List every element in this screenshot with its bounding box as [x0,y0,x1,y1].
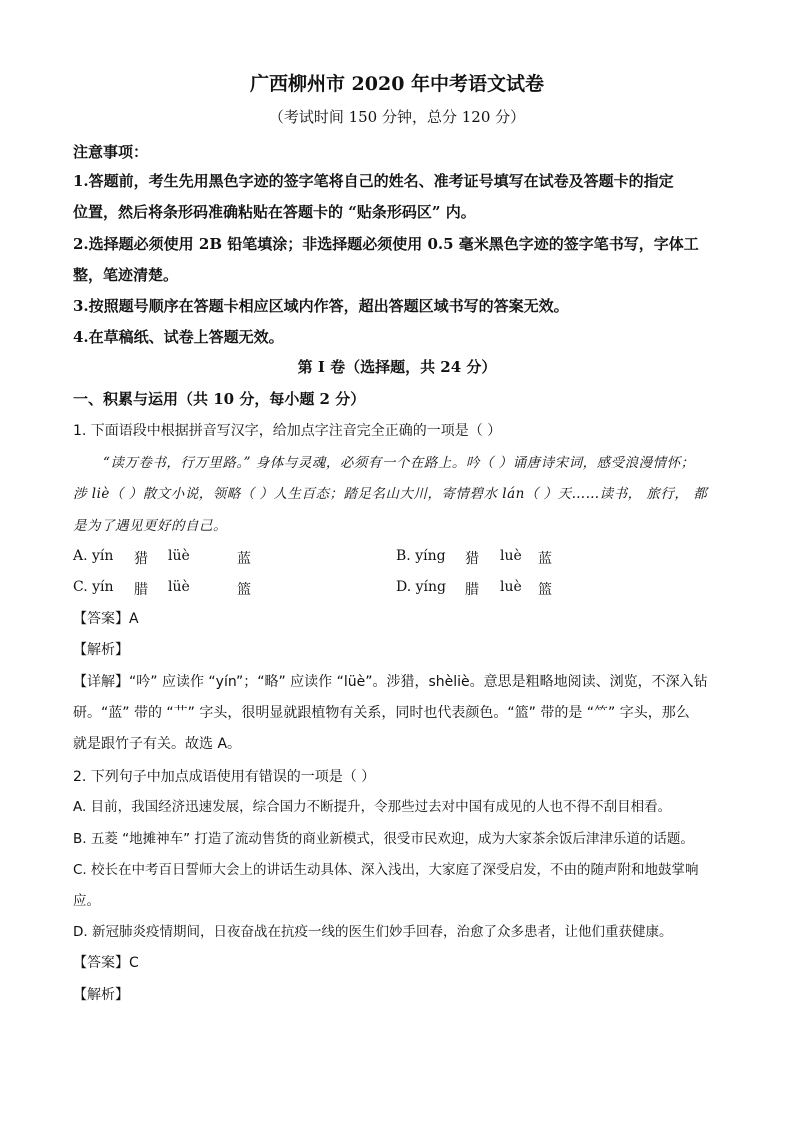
question-1-detail-line: 就是跟竹子有关。故选 A。 [73,736,242,752]
question-1-stem: 1. 下面语段中根据拼音写汉字，给加点字注音完全正确的一项是（ ） [73,423,502,439]
option-d-c4: 篮 [538,582,552,598]
notice-line: 1.答题前，考生先用黑色字迹的签字笔将自己的姓名、准考证号填写在试卷及答题卡的指定 [73,172,674,190]
notice-line: 3.按照题号顺序在答题卡相应区域内作答，超出答题区域书写的答案无效。 [73,297,569,315]
exam-title: 广西柳州市 2020 年中考语文试卷 [249,73,545,95]
question-1-passage-line: “读万卷书，行万里路。” 身体与灵魂，必须有一个在路上。吟（ ）诵唐诗宋词，感受浪漫情怀； [103,455,695,471]
question-1-answer: 【答案】A [73,611,139,627]
question-2-option: C. 校长在中考百日誓师大会上的讲话生动具体、深入浅出，大家庭了深受启发，不由的随声附和地鼓掌响 [73,862,699,878]
question-2-analysis-label: 【解析】 [73,987,129,1003]
option-c-c3: lüè [168,579,190,595]
question-2-option: B. 五菱 “地摊神车” 打造了流动售货的商业新模式，很受市民欢迎，成为大家茶余饭后津津乐道的话题。 [73,831,694,847]
question-2-option: A. 目前，我国经济迅速发展，综合国力不断提升，令那些过去对中国有成见的人也不得不刮目相看。 [73,799,672,815]
option-a-c2: 猎 [134,551,148,567]
option-a-c4: 蓝 [237,551,251,567]
notice-line: 整，笔迹清楚。 [73,266,179,284]
option-c-label: C. yín [73,579,114,595]
question-2-answer: 【答案】C [73,955,139,971]
question-2-stem: 2. 下列句子中加点成语使用有错误的一项是（ ） [73,769,376,785]
section-title: 一、积累与运用（共 10 分，每小题 2 分） [73,390,366,408]
option-b-label: B. yíng [396,548,446,564]
option-d-label: D. yíng [396,579,446,595]
option-d-c2: 腊 [465,582,479,598]
exam-subtitle: （考试时间 150 分钟，总分 120 分） [268,108,526,126]
notice-line: 2.选择题必须使用 2B 铅笔填涂；非选择题必须使用 0.5 毫米黑色字迹的签字笔书写，字体工 [73,235,699,253]
option-b-c4: 蓝 [538,551,552,567]
option-b-c3: luè [500,548,522,564]
question-1-analysis-label: 【解析】 [73,642,129,658]
question-2-option: 应。 [73,893,100,909]
question-2-option: D. 新冠肺炎疫情期间，日夜奋战在抗疫一线的医生们妙手回春，治愈了众多患者，让他们重获健康。 [73,924,673,940]
part-title: 第 I 卷（选择题，共 24 分） [297,358,497,376]
notice-line: 4.在草稿纸、试卷上答题无效。 [73,328,284,346]
notice-heading: 注意事项： [73,143,149,161]
option-a-c3: lüè [168,548,190,564]
question-1-detail-line: 【详解】“吟” 应读作 “yín”；“略” 应读作 “lüè”。涉猎，shèliè。意思是粗略地阅读、浏览，不深入钻 [73,674,708,690]
question-1-passage-line: 涉 liè（ ）散文小说，领略（ ）人生百态；踏足名山大川，寄情碧水 lán（ ）天……读书， 旅行， 都 [73,486,708,502]
question-1-passage-line: 是为了遇见更好的自己。 [73,518,227,534]
question-1-detail-line: 研。“蓝” 带的 “艹” 字头，很明显就跟植物有关系，同时也代表颜色。“篮” 带的是 “⺮” 字头，那么 [73,705,690,721]
option-a-label: A. yín [73,548,114,564]
notice-line: 位置，然后将条形码准确粘贴在答题卡的 “贴条形码区” 内。 [73,203,476,221]
option-b-c2: 猎 [465,551,479,567]
option-c-c4: 篮 [237,582,251,598]
option-d-c3: luè [500,579,522,595]
option-c-c2: 腊 [134,582,148,598]
